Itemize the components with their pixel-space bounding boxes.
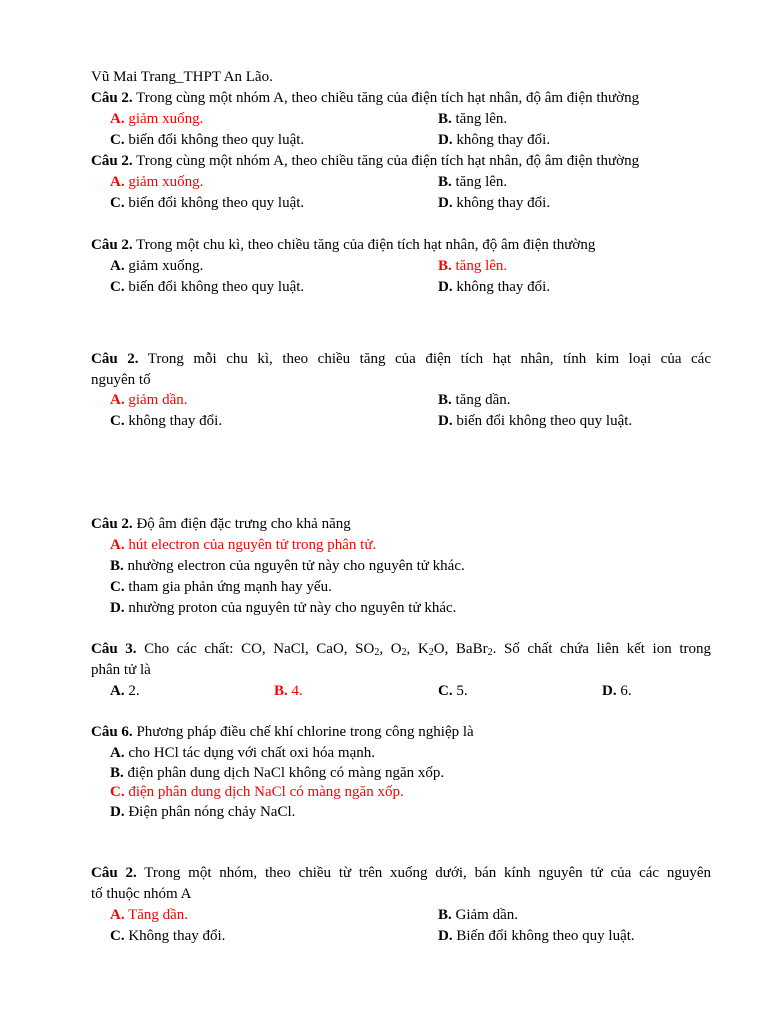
question-text: Trong cùng một nhóm A, theo chiều tăng của điện tích hạt nhân, độ âm điện thường [136,90,640,106]
question-3-stem [91,236,711,255]
question-1-option-a[interactable]: A. giảm xuống. [110,111,204,127]
question-3-option-d[interactable]: D. không thay đổi. [438,279,551,295]
question-7-option-b[interactable]: B. điện phân dung dịch NaCl không có màng ngăn xốp. [110,765,445,781]
question-4-option-b[interactable]: B. tăng dần. [438,392,511,408]
question-1-option-d[interactable]: D. không thay đổi. [438,132,551,148]
question-5-option-b[interactable]: B. nhường electron của nguyên tử này cho nguyên tử khác. [110,558,465,574]
question-number: Câu 2. [91,237,133,253]
question-8-option-d[interactable]: D. Biến đổi không theo quy luật. [438,928,635,944]
question-number: Câu 2. [91,153,133,169]
question-4-option-d[interactable]: D. biến đổi không theo quy luật. [438,413,633,429]
question-3-option-a[interactable]: A. giảm xuống. [110,258,204,274]
question-number: Câu 2. [91,351,139,367]
question-8-stem [91,864,711,883]
question-2-option-c[interactable]: C. biến đổi không theo quy luật. [110,195,305,211]
question-5-option-d[interactable]: D. nhường proton của nguyên tử này cho nguyên tử khác. [110,600,457,616]
question-7-option-c[interactable]: C. điện phân dung dịch NaCl có màng ngăn xốp. [110,784,404,800]
question-number: Câu 2. [91,516,133,532]
question-2-option-d[interactable]: D. không thay đổi. [438,195,551,211]
author-line: Vũ Mai Trang_THPT An Lão. [91,69,273,85]
question-1-stem [91,89,711,108]
document-page [91,0,711,1024]
question-5-option-a[interactable]: A. hút electron của nguyên tử trong phân tử. [110,537,377,553]
question-text: Phương pháp điều chế khí chlorine trong công nghiệp là [136,724,474,740]
question-6-stem: Câu 3. Cho các chất: CO, NaCl, CaO, $SO_2$, $O_2$, $K_2O$, BaBr$_2$. Số chất chứa liên kết ion trong [91,641,711,658]
question-6-stem-cont: phân tử là [91,662,151,678]
question-8-option-a[interactable]: A. Tăng dần. [110,907,189,923]
question-7-stem [91,723,711,742]
question-4-option-a[interactable]: A. giảm dần. [110,392,188,408]
question-2-stem [91,152,711,171]
question-text: Trong một nhóm, theo chiều từ trên xuống dưới, bán kính nguyên tử của các nguyên [144,865,711,881]
question-4-stem [91,350,711,369]
question-6-option-a[interactable]: A. 2. [110,683,140,699]
question-number: Câu 2. [91,90,133,106]
question-text: Trong mỗi chu kì, theo chiều tăng của điện tích hạt nhân, tính kim loại của các [147,351,711,367]
question-4-option-c[interactable]: C. không thay đổi. [110,413,223,429]
question-5-stem [91,515,711,534]
question-2-option-b[interactable]: B. tăng lên. [438,174,508,190]
question-1-option-c[interactable]: C. biến đổi không theo quy luật. [110,132,305,148]
question-1-option-b[interactable]: B. tăng lên. [438,111,508,127]
question-number: Câu 6. [91,724,133,740]
question-3-option-b[interactable]: B. tăng lên. [438,258,508,274]
question-8-option-c[interactable]: C. Không thay đổi. [110,928,226,944]
question-number: Câu 2. [91,865,137,881]
question-6-option-c[interactable]: C. 5. [438,683,468,699]
question-7-option-a[interactable]: A. cho HCl tác dụng với chất oxi hóa mạnh. [110,745,375,761]
question-6-option-b[interactable]: B. 4. [274,683,303,699]
question-2-option-a[interactable]: A. giảm xuống. [110,174,204,190]
question-8-stem-cont: tố thuộc nhóm A [91,886,192,902]
question-7-option-d[interactable]: D. Điện phân nóng chảy NaCl. [110,804,296,820]
question-text: Trong một chu kì, theo chiều tăng của điện tích hạt nhân, độ âm điện thường [136,237,596,253]
question-text: Trong cùng một nhóm A, theo chiều tăng của điện tích hạt nhân, độ âm điện thường [136,153,640,169]
question-8-option-b[interactable]: B. Giảm dần. [438,907,518,923]
question-3-option-c[interactable]: C. biến đổi không theo quy luật. [110,279,305,295]
question-text: Độ âm điện đặc trưng cho khả năng [136,516,351,532]
question-5-option-c[interactable]: C. tham gia phản ứng mạnh hay yếu. [110,579,332,595]
question-4-stem-cont: nguyên tố [91,372,151,388]
question-6-option-d[interactable]: D. 6. [602,683,632,699]
question-number: Câu 3. [91,641,137,657]
